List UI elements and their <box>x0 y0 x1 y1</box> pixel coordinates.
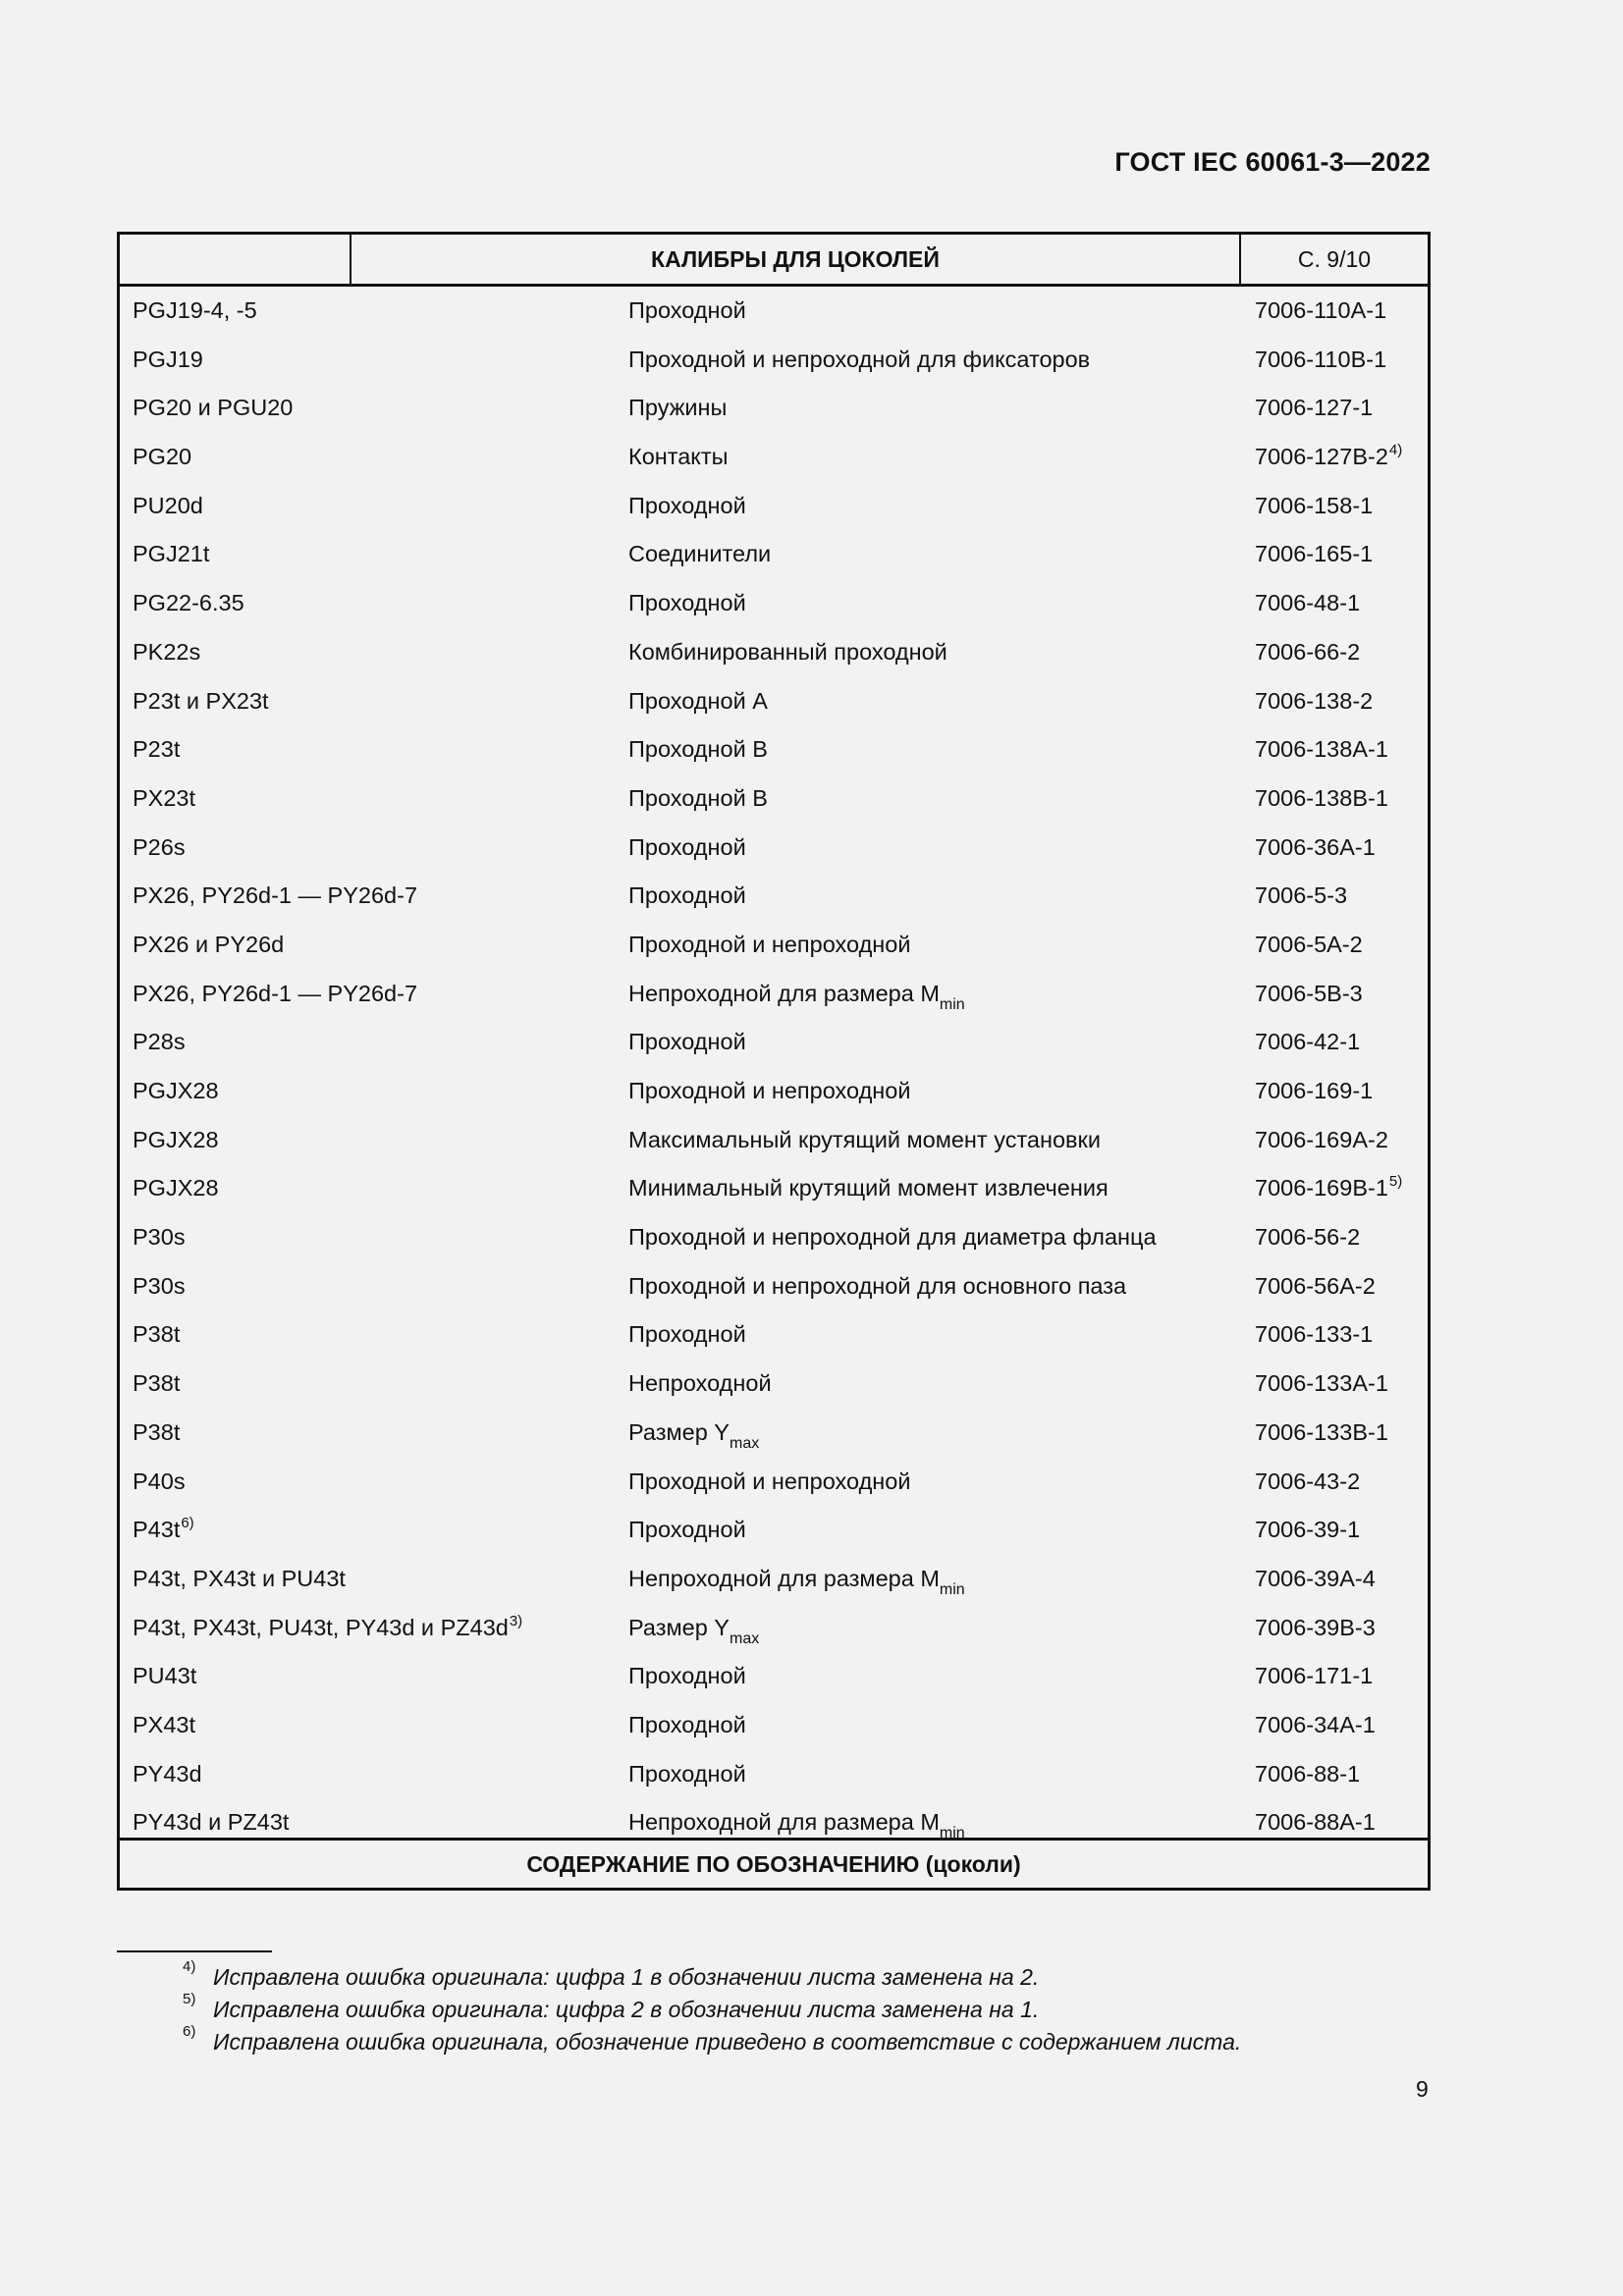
gauge-name <box>628 1470 910 1494</box>
sheet-ref <box>1255 638 1361 665</box>
gauge-name <box>628 638 947 665</box>
sheet-ref-text: 7006-88-1 <box>1255 1760 1361 1787</box>
base-designation <box>133 1760 202 1787</box>
base-designation-text: PGJ21t <box>133 541 210 567</box>
base-designation-text: P26s <box>133 833 186 860</box>
gauge-name-subscript: min <box>939 1825 965 1842</box>
footnote-text: Исправлена ошибка оригинала: цифра 1 в обозначении листа заменена на 2. <box>213 1964 1040 1990</box>
sheet-ref <box>1255 980 1363 1006</box>
gauge-name-text: Максимальный крутящий момент установки <box>628 1126 1101 1152</box>
base-designation-text: PGJX28 <box>133 1078 219 1103</box>
footnote-number: 6) <box>183 2023 196 2040</box>
sheet-ref <box>1255 1080 1373 1103</box>
sheet-ref-text: 7006-39B-3 <box>1255 1614 1376 1640</box>
sheet-ref-text: 7006-158-1 <box>1255 492 1374 518</box>
sheet-ref <box>1255 492 1374 518</box>
base-designation-text: P43t <box>133 1517 181 1543</box>
sheet-ref-text: 7006-165-1 <box>1255 541 1374 567</box>
base-designation <box>133 1612 523 1640</box>
gauge-name <box>628 1665 746 1688</box>
sheet-ref-text: 7006-34A-1 <box>1255 1711 1376 1737</box>
base-designation-text: PX26, PY26d-1 — PY26d-7 <box>133 882 418 909</box>
base-designation-text: PG20 и PGU20 <box>133 395 294 421</box>
sheet-ref <box>1255 397 1373 420</box>
sheet-ref <box>1255 1760 1361 1787</box>
sheet-ref <box>1255 1418 1388 1445</box>
footnote-number: 5) <box>183 1991 196 2007</box>
sheet-ref-text: 7006-88A-1 <box>1255 1809 1376 1836</box>
sheet-ref-footnote-ref[interactable]: 4) <box>1388 442 1403 459</box>
gauge-name-text: Минимальный крутящий момент извлечения <box>628 1175 1109 1201</box>
base-designation-text: P38t <box>133 1321 181 1348</box>
sheet-ref <box>1255 1272 1376 1299</box>
gauges-table <box>117 232 1431 1891</box>
table-row <box>120 1167 1428 1216</box>
sheet-ref-text: 7006-169A-2 <box>1255 1126 1388 1152</box>
sheet-ref-text: 7006-133B-1 <box>1255 1418 1388 1445</box>
sheet-ref-text: 7006-110A-1 <box>1255 297 1387 323</box>
sheet-ref-text: 7006-66-2 <box>1255 638 1361 665</box>
gauge-name <box>628 1226 1157 1250</box>
sheet-ref <box>1255 1470 1360 1494</box>
table-row <box>120 973 1428 1022</box>
gauge-name-text: Проходной и непроходной для диаметра фланца <box>628 1224 1157 1251</box>
gauge-name-text: Проходной и непроходной <box>628 1468 911 1494</box>
base-designation-text: P23t <box>133 736 181 763</box>
base-designation-text: P23t и PX23t <box>133 687 269 714</box>
table-row <box>120 1021 1428 1070</box>
gauge-name <box>628 1809 965 1842</box>
sheet-ref-text: 7006-43-2 <box>1255 1468 1361 1494</box>
gauge-name <box>628 1080 910 1103</box>
table-row <box>120 924 1428 973</box>
sheet-ref <box>1255 1126 1388 1152</box>
sheet-ref <box>1255 299 1386 323</box>
gauge-name-text: Непроходной <box>628 1370 772 1397</box>
sheet-ref-text: 7006-56A-2 <box>1255 1272 1376 1299</box>
sheet-ref-text: 7006-48-1 <box>1255 590 1361 616</box>
table-row <box>120 1558 1428 1607</box>
base-designation-text: PU43t <box>133 1663 197 1689</box>
sheet-ref <box>1255 687 1374 714</box>
base-designation-text: PX43t <box>133 1711 196 1737</box>
base-designation <box>133 1418 181 1445</box>
base-designation <box>133 884 417 908</box>
gauge-name <box>628 1614 760 1647</box>
base-designation <box>133 1080 219 1103</box>
gauge-name <box>628 1565 965 1598</box>
sheet-ref-text: 7006-169-1 <box>1255 1078 1374 1103</box>
sheet-ref <box>1255 1665 1373 1688</box>
gauge-name-text: Проходной <box>628 1517 746 1543</box>
gauge-name-text: Проходной и непроходной для основного паза <box>628 1272 1127 1299</box>
sheet-ref <box>1255 833 1376 860</box>
gauge-name <box>628 1126 1101 1152</box>
gauge-name <box>628 980 965 1013</box>
sheet-ref-footnote-ref[interactable]: 5) <box>1388 1173 1403 1191</box>
sheet-ref-text: 7006-39A-4 <box>1255 1565 1376 1591</box>
table-row <box>120 875 1428 924</box>
base-designation <box>133 980 418 1006</box>
table-row <box>120 1753 1428 1802</box>
sheet-ref-text: 7006-138B-1 <box>1255 784 1388 811</box>
base-designation <box>133 1323 180 1347</box>
gauge-name <box>628 1372 772 1396</box>
sheet-ref <box>1255 1614 1376 1640</box>
base-designation <box>133 1515 194 1543</box>
table-row <box>120 485 1428 534</box>
sheet-ref <box>1255 1565 1376 1591</box>
header-blank-cell <box>120 235 352 284</box>
gauge-name <box>628 1760 746 1787</box>
table-row <box>120 827 1428 876</box>
base-designation-text: PGJX28 <box>133 1126 219 1152</box>
sheet-ref <box>1255 1226 1360 1250</box>
gauge-name-text: Размер Y <box>628 1418 730 1445</box>
gauge-name-text: Контакты <box>628 444 729 470</box>
table-row <box>120 1119 1428 1168</box>
table-row <box>120 1607 1428 1656</box>
gauge-name <box>628 1177 1109 1201</box>
sheet-ref-text: 7006-169B-1 <box>1255 1175 1388 1201</box>
sheet-number: С. 9/10 <box>1297 245 1372 272</box>
gauge-name-text: Непроходной для размера M <box>628 980 940 1006</box>
gauge-name-subscript: max <box>729 1434 760 1452</box>
gauge-name <box>628 1711 746 1737</box>
table-row <box>120 631 1428 680</box>
base-designation <box>133 1665 196 1688</box>
base-designation <box>133 1470 186 1494</box>
base-designation <box>133 446 191 469</box>
table-row <box>120 777 1428 827</box>
base-designation <box>133 592 244 615</box>
gauge-name-text: Соединители <box>628 541 772 567</box>
base-designation <box>133 1177 219 1201</box>
table-row <box>120 339 1428 388</box>
base-designation-text: PX26, PY26d-1 — PY26d-7 <box>133 980 418 1006</box>
table-row <box>120 1265 1428 1314</box>
base-designation <box>133 1272 186 1299</box>
gauge-name <box>628 592 746 615</box>
sheet-ref-text: 7006-36A-1 <box>1255 833 1376 860</box>
sheet-ref <box>1255 592 1360 615</box>
sheet-ref <box>1255 738 1388 762</box>
base-designation <box>133 543 209 566</box>
table-row <box>120 1070 1428 1119</box>
base-designation-text: PGJ19-4, -5 <box>133 297 257 323</box>
base-designation <box>133 1031 186 1054</box>
table-header <box>120 235 1428 287</box>
sheet-ref-text: 7006-127B-2 <box>1255 444 1388 470</box>
sheet-ref <box>1255 1372 1388 1396</box>
footnote-separator <box>117 1950 272 1952</box>
table-row <box>120 1412 1428 1461</box>
base-designation-text: PX23t <box>133 784 196 811</box>
sheet-ref-text: 7006-5-3 <box>1255 882 1348 909</box>
base-designation-text: PK22s <box>133 638 201 665</box>
base-designation-text: PY43d и PZ43t <box>133 1809 290 1836</box>
sheet-ref-text: 7006-56-2 <box>1255 1224 1361 1251</box>
base-designation-text: PY43d <box>133 1760 202 1787</box>
gauge-name <box>628 738 768 762</box>
base-designation-text: PGJ19 <box>133 346 203 372</box>
table-row <box>120 533 1428 582</box>
base-designation-text: P38t <box>133 1370 181 1397</box>
table-row <box>120 1509 1428 1558</box>
table-title: КАЛИБРЫ ДЛЯ ЦОКОЛЕЙ <box>352 235 1241 284</box>
table-row <box>120 1313 1428 1362</box>
gauge-name <box>628 348 1090 372</box>
sheet-ref-text: 7006-5B-3 <box>1255 980 1363 1006</box>
gauge-name <box>628 1323 746 1347</box>
gauge-name <box>628 833 746 860</box>
table-row <box>120 290 1428 339</box>
base-designation <box>133 397 293 420</box>
base-designation <box>133 738 180 762</box>
base-designation <box>133 1226 186 1250</box>
base-designation-text: P38t <box>133 1418 181 1445</box>
footnote-text: Исправлена ошибка оригинала, обозначение приведено в соответствие с содержанием листа. <box>213 2029 1242 2055</box>
table-row <box>120 387 1428 436</box>
footnote-text: Исправлена ошибка оригинала: цифра 2 в обозначении листа заменена на 1. <box>213 1997 1040 2022</box>
base-designation <box>133 687 269 714</box>
gauge-name <box>628 1418 760 1452</box>
gauge-name <box>628 1519 746 1542</box>
gauge-name <box>628 931 911 957</box>
sheet-ref <box>1255 543 1373 566</box>
gauge-name <box>628 884 746 908</box>
gauge-name-text: Проходной А <box>628 687 768 714</box>
table-row <box>120 1704 1428 1753</box>
base-designation-text: PG20 <box>133 444 192 470</box>
gauge-name <box>628 687 768 714</box>
sheet-ref-text: 7006-42-1 <box>1255 1029 1361 1055</box>
base-designation-text: PGJX28 <box>133 1175 219 1201</box>
base-designation-text: P28s <box>133 1029 186 1055</box>
base-designation-footnote-ref[interactable]: 3) <box>509 1612 523 1629</box>
base-designation-text: PG22-6.35 <box>133 590 244 616</box>
document-code: ГОСТ IEC 60061-3—2022 <box>1114 147 1431 177</box>
base-designation <box>133 1811 289 1835</box>
gauge-name <box>628 784 768 811</box>
sheet-ref-text: 7006-5A-2 <box>1255 931 1363 957</box>
sheet-ref-text: 7006-110B-1 <box>1255 346 1387 372</box>
sheet-ref <box>1255 884 1347 908</box>
sheet-ref <box>1255 348 1386 372</box>
page-number: 9 <box>1416 2076 1429 2102</box>
sheet-ref-text: 7006-133-1 <box>1255 1321 1374 1348</box>
base-designation <box>133 931 285 957</box>
base-designation-text: P30s <box>133 1272 186 1299</box>
sheet-ref <box>1255 1323 1373 1347</box>
base-designation <box>133 638 201 665</box>
base-designation-text: P40s <box>133 1468 186 1494</box>
gauge-name-text: Проходной <box>628 297 746 323</box>
gauge-name-text: Проходной В <box>628 736 768 763</box>
table-body <box>120 290 1428 1850</box>
sheet-ref-text: 7006-133A-1 <box>1255 1370 1388 1397</box>
table-row <box>120 1216 1428 1265</box>
base-designation-text: P43t, PX43t, PU43t, PY43d и PZ43d <box>133 1614 509 1640</box>
base-designation <box>133 833 186 860</box>
gauge-name <box>628 1031 746 1054</box>
gauge-name-text: Непроходной для размера M <box>628 1809 940 1836</box>
table-footer: СОДЕРЖАНИЕ ПО ОБОЗНАЧЕНИЮ (цоколи) <box>120 1838 1428 1888</box>
table-row <box>120 582 1428 631</box>
base-designation-text: PX26 и PY26d <box>133 931 285 957</box>
gauge-name-subscript: min <box>939 995 965 1013</box>
base-designation <box>133 1372 180 1396</box>
footnote-number: 4) <box>183 1958 196 1975</box>
gauge-name-text: Проходной <box>628 1029 746 1055</box>
sheet-ref-text: 7006-138A-1 <box>1255 736 1388 763</box>
sheet-ref <box>1255 1031 1360 1054</box>
sheet-ref-text: 7006-39-1 <box>1255 1517 1361 1543</box>
table-row <box>120 728 1428 777</box>
gauge-name <box>628 397 727 420</box>
sheet-ref <box>1255 1173 1403 1201</box>
gauge-name-text: Проходной В <box>628 784 768 811</box>
table-row <box>120 436 1428 485</box>
base-designation <box>133 348 203 372</box>
sheet-ref-text: 7006-138-2 <box>1255 687 1374 714</box>
base-designation <box>133 492 203 518</box>
gauge-name <box>628 543 771 566</box>
base-designation-text: PU20d <box>133 492 203 518</box>
base-designation <box>133 299 257 323</box>
gauge-name-text: Размер Y <box>628 1614 730 1640</box>
table-row <box>120 1362 1428 1412</box>
gauge-name-text: Проходной и непроходной <box>628 1078 911 1103</box>
base-designation <box>133 784 196 811</box>
gauge-name <box>628 1272 1127 1299</box>
base-designation <box>133 1711 196 1737</box>
gauge-name <box>628 446 729 469</box>
base-designation <box>133 1126 219 1152</box>
table-row <box>120 1655 1428 1704</box>
base-designation <box>133 1565 346 1591</box>
gauge-name-text: Проходной и непроходной <box>628 931 911 957</box>
base-designation-text: P43t, PX43t и PU43t <box>133 1565 346 1591</box>
sheet-ref <box>1255 1711 1376 1737</box>
gauge-name-text: Проходной <box>628 590 746 616</box>
base-designation-text: P30s <box>133 1224 186 1251</box>
gauge-name <box>628 299 746 323</box>
gauge-name-text: Проходной <box>628 492 746 518</box>
gauge-name-text: Проходной <box>628 1663 746 1689</box>
gauge-name-text: Проходной <box>628 833 746 860</box>
gauge-name-text: Проходной <box>628 1760 746 1787</box>
gauge-name-text: Комбинированный проходной <box>628 638 947 665</box>
sheet-ref <box>1255 931 1363 957</box>
sheet-ref <box>1255 784 1388 811</box>
gauge-name-text: Непроходной для размера M <box>628 1565 940 1591</box>
gauge-name-text: Проходной и непроходной для фиксаторов <box>628 346 1091 372</box>
table-row <box>120 680 1428 729</box>
gauge-name-text: Пружины <box>628 395 728 421</box>
gauge-name-text: Проходной <box>628 1711 746 1737</box>
gauge-name <box>628 492 746 518</box>
sheet-ref <box>1255 1519 1360 1542</box>
sheet-ref <box>1255 1811 1376 1835</box>
table-row <box>120 1461 1428 1510</box>
gauge-name-text: Проходной <box>628 1321 746 1348</box>
base-designation-footnote-ref[interactable]: 6) <box>181 1515 194 1532</box>
sheet-ref-text: 7006-127-1 <box>1255 395 1374 421</box>
gauge-name-subscript: max <box>729 1629 760 1647</box>
sheet-ref-text: 7006-171-1 <box>1255 1663 1374 1689</box>
gauge-name-subscript: min <box>939 1580 965 1598</box>
sheet-ref <box>1255 442 1403 470</box>
gauge-name-text: Проходной <box>628 882 746 909</box>
